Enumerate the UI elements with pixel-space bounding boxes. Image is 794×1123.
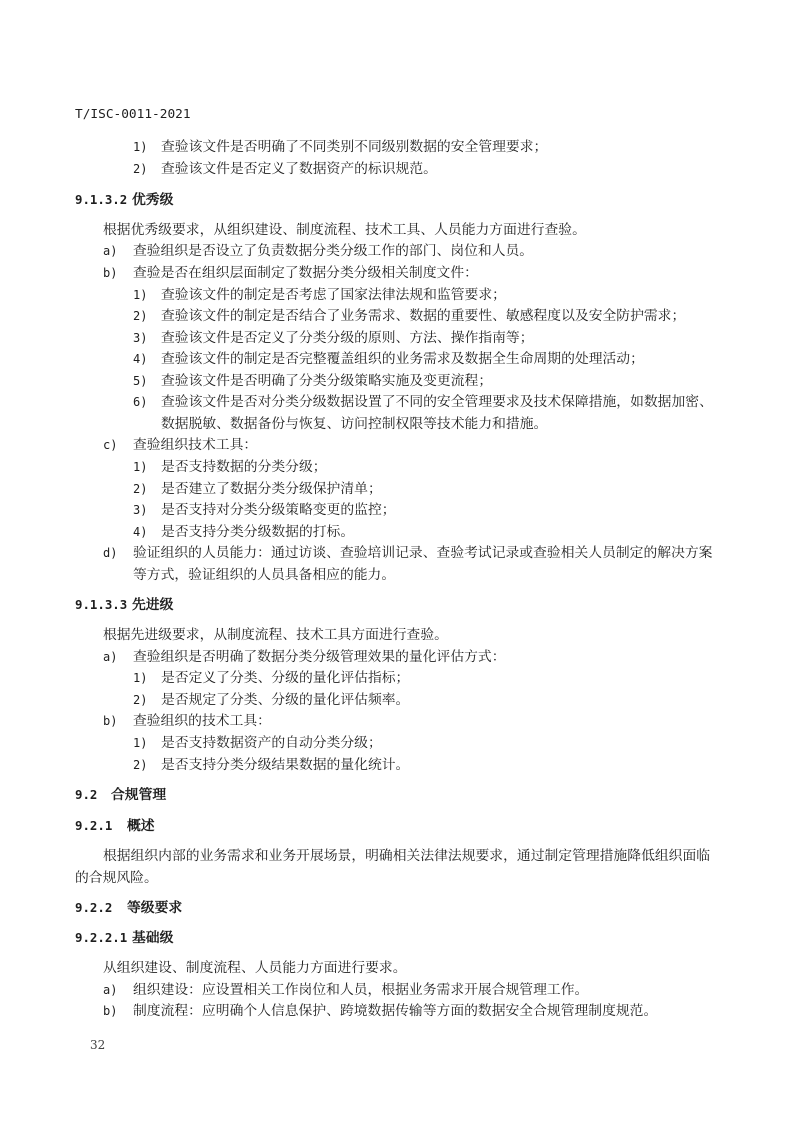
section-title: 合规管理: [111, 787, 167, 803]
list-item-text: 等方式，验证组织的人员具备相应的能力。: [133, 567, 396, 583]
list-item-text: 查验该文件是否定义了数据资产的标识规范。: [161, 161, 437, 177]
section-number: 9.1.3.3: [75, 597, 128, 612]
sub-list-item: [0, 691, 794, 709]
list-item-text: 制度流程：应明确个人信息保护、跨境数据传输等方面的数据安全合规管理制度规范。: [133, 1003, 658, 1019]
page-number: 32: [90, 1038, 106, 1052]
paragraph: [0, 221, 794, 239]
list-item-text: 是否定义了分类、分级的量化评估指标；: [161, 670, 410, 686]
section-title: 等级要求: [127, 900, 183, 916]
list-item-continuation: [0, 566, 794, 584]
document-id: T/ISC-0011-2021: [75, 107, 191, 122]
list-item: [0, 160, 794, 178]
sub-list-item: [0, 372, 794, 390]
list-marker: b): [103, 714, 118, 728]
paragraph-continuation: [0, 869, 794, 887]
list-item: [0, 436, 794, 454]
section-title: 概述: [127, 818, 155, 834]
sub-list-item: [0, 523, 794, 541]
list-marker: 3): [133, 503, 148, 517]
list-item-text: 是否支持分类分级结果数据的量化统计。: [161, 757, 410, 773]
list-item-text: 查验组织是否设立了负责数据分类分级工作的部门、岗位和人员。: [133, 243, 534, 259]
list-item-text: 是否支持数据资产的自动分类分级；: [161, 735, 382, 751]
list-item: [0, 1002, 794, 1020]
list-item-text: 查验该文件是否对分类分级数据设置了不同的安全管理要求及技术保障措施，如数据加密、: [161, 394, 713, 410]
section-heading: [0, 786, 794, 804]
list-marker: 2): [133, 482, 148, 496]
list-item-text: 查验该文件的制定是否结合了业务需求、数据的重要性、敏感程度以及安全防护需求；: [161, 308, 686, 324]
section-heading: [0, 929, 794, 947]
sub-list-item: [0, 286, 794, 304]
list-marker: 4): [133, 352, 148, 366]
list-item: [0, 138, 794, 156]
list-marker: a): [103, 983, 118, 997]
list-marker: 1): [133, 736, 148, 750]
sub-list-item: [0, 350, 794, 368]
list-item-text: 查验该文件是否定义了分类分级的原则、方法、操作指南等；: [161, 330, 534, 346]
list-marker: 6): [133, 395, 148, 409]
list-item-text: 是否支持数据的分类分级；: [161, 459, 327, 475]
sub-list-item-continuation: [0, 415, 794, 433]
list-marker: 1): [133, 671, 148, 685]
list-marker: 5): [133, 374, 148, 388]
list-marker: 4): [133, 525, 148, 539]
paragraph: [0, 626, 794, 644]
list-item: [0, 981, 794, 999]
section-number: 9.2.2.1: [75, 930, 128, 945]
section-number: 9.1.3.2: [75, 192, 128, 207]
sub-list-item: [0, 458, 794, 476]
list-item-text: 查验组织技术工具：: [133, 437, 258, 453]
list-marker: 1): [133, 460, 148, 474]
section-heading: [0, 191, 794, 209]
section-title: 优秀级: [132, 192, 174, 208]
list-item-text: 是否建立了数据分类分级保护清单；: [161, 481, 382, 497]
list-item-text: 是否支持对分类分级策略变更的监控；: [161, 502, 396, 518]
section-title: 基础级: [132, 930, 174, 946]
paragraph-text: 根据先进级要求，从制度流程、技术工具方面进行查验。: [103, 627, 448, 643]
list-item: [0, 264, 794, 282]
list-item-text: 查验组织是否明确了数据分类分级管理效果的量化评估方式：: [133, 649, 506, 665]
paragraph-text: 从组织建设、制度流程、人员能力方面进行要求。: [103, 960, 407, 976]
sub-list-item: [0, 734, 794, 752]
section-number: 9.2.1: [75, 818, 113, 833]
sub-list-item: [0, 329, 794, 347]
section-number: 9.2: [75, 787, 98, 802]
sub-list-item: [0, 393, 794, 411]
list-marker: b): [103, 266, 118, 280]
list-marker: 2): [133, 162, 148, 176]
paragraph-text: 根据组织内部的业务需求和业务开展场景，明确相关法律法规要求，通过制定管理措施降低组织面临: [103, 848, 711, 864]
list-item-text: 验证组织的人员能力：通过访谈、查验培训记录、查验考试记录或查验相关人员制定的解决方案: [133, 545, 713, 561]
list-marker: 1): [133, 140, 148, 154]
page-footer: [0, 1036, 794, 1054]
sub-list-item: [0, 669, 794, 687]
list-marker: 2): [133, 758, 148, 772]
list-marker: 3): [133, 331, 148, 345]
list-marker: b): [103, 1004, 118, 1018]
list-marker: 2): [133, 309, 148, 323]
list-item: [0, 712, 794, 730]
list-marker: d): [103, 546, 118, 560]
paragraph-text: 根据优秀级要求，从组织建设、制度流程、技术工具、人员能力方面进行查验。: [103, 222, 586, 238]
list-item-text: 查验是否在组织层面制定了数据分类分级相关制度文件：: [133, 265, 478, 281]
list-marker: a): [103, 244, 118, 258]
sub-list-item: [0, 501, 794, 519]
list-item-text: 查验组织的技术工具：: [133, 713, 271, 729]
list-marker: c): [103, 438, 118, 452]
list-item-text: 查验该文件的制定是否考虑了国家法律法规和监管要求；: [161, 287, 506, 303]
section-title: 先进级: [132, 597, 174, 613]
list-item-text: 是否支持分类分级数据的打标。: [161, 524, 355, 540]
paragraph-text: 的合规风险。: [75, 870, 158, 886]
section-number: 9.2.2: [75, 900, 113, 915]
paragraph: [0, 959, 794, 977]
sub-list-item: [0, 756, 794, 774]
list-item-text: 查验该文件的制定是否完整覆盖组织的业务需求及数据全生命周期的处理活动；: [161, 351, 644, 367]
list-marker: 2): [133, 693, 148, 707]
sub-list-item: [0, 307, 794, 325]
section-heading: [0, 899, 794, 917]
section-heading: [0, 596, 794, 614]
list-marker: 1): [133, 288, 148, 302]
list-item: [0, 242, 794, 260]
list-item-text: 组织建设：应设置相关工作岗位和人员，根据业务需求开展合规管理工作。: [133, 982, 589, 998]
list-item-text: 查验该文件是否明确了不同类别不同级别数据的安全管理要求；: [161, 139, 548, 155]
list-item: [0, 544, 794, 562]
list-item: [0, 648, 794, 666]
list-item-text: 是否规定了分类、分级的量化评估频率。: [161, 692, 410, 708]
paragraph: [0, 847, 794, 865]
list-marker: a): [103, 650, 118, 664]
list-item-text: 查验该文件是否明确了分类分级策略实施及变更流程；: [161, 373, 493, 389]
sub-list-item: [0, 480, 794, 498]
section-heading: [0, 817, 794, 835]
page-header: [0, 106, 794, 124]
list-item-text: 数据脱敏、数据备份与恢复、访问控制权限等技术能力和措施。: [161, 416, 548, 432]
